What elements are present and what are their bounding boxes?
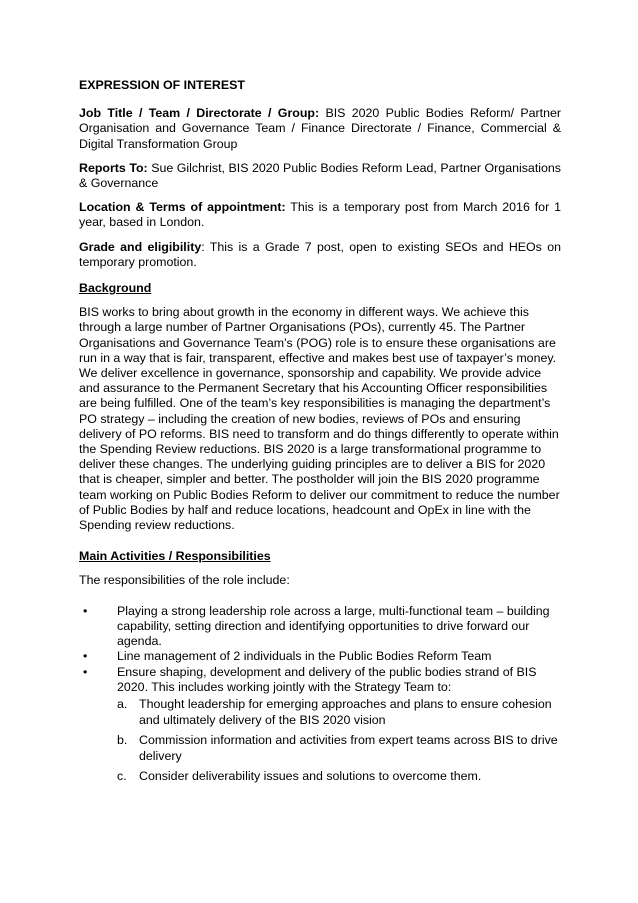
- sub-item-marker: c.: [117, 768, 127, 783]
- list-item: [79, 649, 561, 664]
- field-value: This is a temporary post from March 2016 for 1 year, based in London.: [79, 200, 561, 230]
- sub-list-item: [117, 732, 561, 765]
- activities-heading: Main Activities / Responsibilities: [79, 549, 271, 564]
- sub-list-item: [117, 696, 561, 729]
- background-paragraph: BIS works to bring about growth in the economy in different ways. We achieve this through a large number of Partner Organisations (POs), currently 45. The Partner Organisations and Governance Team’s (POG) role is to ensure these organisations are run in a way that is fair, transparent, effective and makes best use of taxpayer’s money. We deliver excellence in governance, sponsorship and capability. We provide advice and assurance to the Permanent Secretary that his Accounting Officer responsibilities are being fulfilled. One of the team’s key responsibilities is managing the department’s PO strategy – including the creation of new bodies, reviews of POs and ensuring delivery of PO reforms. BIS need to transform and do things differently to operate within the Spending Review reductions. BIS 2020 is a large transformational programme to deliver these changes. The underlying guiding principles are to deliver a BIS for 2020 that is cheaper, simpler and better. The postholder will join the BIS 2020 programme team working on Public Bodies Reform to deliver our commitment to reduce the number of Public Bodies by half and reduce locations, headcount and OpEx in line with the Spending review reductions.: [79, 305, 560, 533]
- sub-item-marker: a.: [117, 696, 128, 711]
- field-label: Location & Terms of appointment:: [79, 200, 286, 215]
- background-heading: Background: [79, 281, 152, 296]
- list-item-text: Ensure shaping, development and delivery of the public bodies strand of BIS 2020. This includes working jointly with the Strategy Team to:: [117, 664, 537, 694]
- reports-to-field: [79, 161, 561, 191]
- sub-item-text: Consider deliverability issues and solutions to overcome them.: [139, 768, 482, 783]
- sub-list: [117, 696, 561, 785]
- document-title: EXPRESSION OF INTEREST: [79, 78, 245, 92]
- job-title-field: [79, 106, 561, 152]
- bullet-icon: •: [83, 664, 88, 679]
- sub-item-text: Commission information and activities from expert teams across BIS to drive delivery: [139, 732, 558, 764]
- responsibilities-list: [79, 604, 561, 785]
- list-item: [79, 604, 561, 650]
- list-item: [79, 665, 561, 785]
- document-page: [79, 78, 561, 787]
- list-item-text: Line management of 2 individuals in the Public Bodies Reform Team: [117, 649, 492, 664]
- list-item-text: Playing a strong leadership role across a large, multi-functional team – building capability, setting direction and identifying opportunities to drive forward our agenda.: [117, 603, 550, 649]
- field-value: : This is a Grade 7 post, open to existing SEOs and HEOs on temporary promotion.: [79, 239, 561, 269]
- bullet-icon: •: [83, 649, 88, 664]
- location-field: [79, 200, 561, 230]
- bullet-icon: •: [83, 603, 88, 618]
- field-value: Sue Gilchrist, BIS 2020 Public Bodies Reform Lead, Partner Organisations & Governance: [79, 160, 561, 191]
- activities-intro: The responsibilities of the role include:: [79, 573, 290, 588]
- field-value: BIS 2020 Public Bodies Reform/ Partner Organisation and Governance Team / Finance Directorate / Finance, Commercial & Digital Transformation Group: [79, 106, 561, 151]
- field-label: Reports To:: [79, 160, 148, 175]
- field-label: Grade and eligibility: [79, 239, 202, 254]
- sub-list-item: [117, 768, 561, 785]
- sub-item-marker: b.: [117, 732, 128, 747]
- sub-item-text: Thought leadership for emerging approaches and plans to ensure cohesion and ultimately delivery of the BIS 2020 vision: [139, 696, 552, 728]
- field-label: Job Title / Team / Directorate / Group:: [79, 106, 320, 121]
- grade-field: [79, 240, 561, 270]
